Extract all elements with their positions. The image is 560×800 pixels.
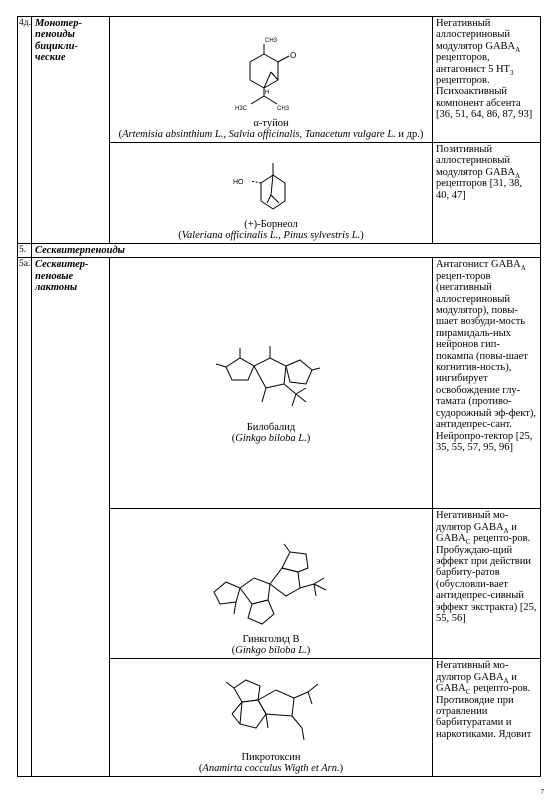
compound-source: (Anamirta cocculus Wigth et Arn.) — [198, 763, 344, 775]
compound-name: Пикротоксин — [241, 752, 301, 764]
effect-cell: Негативный мо-дулятор $GABA_A$ и $GABA_C$ рецепто-ров. Пробуждаю-щий эффект при действии барбиту-ратов (обусловли-вает антидепрес-сивный эффект экстракта) [25, 55, 56] — [433, 509, 541, 659]
compound-source: (Ginkgo biloba L.) — [231, 645, 311, 657]
compounds-table — [17, 16, 541, 777]
row-number: 5. — [18, 244, 32, 258]
page-marker: 7 — [540, 788, 544, 796]
effect-cell: Позитивный аллостериновый модулятор $GABA_A$ рецепторов [31, 38, 40, 47] — [433, 143, 541, 244]
class-label: Монотер-пеноиды бицикли-ческие — [32, 17, 110, 244]
bilobalide-structure — [196, 322, 346, 422]
picrotoxin-structure — [206, 670, 336, 752]
compound-name: Билобалид — [246, 422, 296, 434]
structure-cell — [110, 143, 433, 244]
atom-ch3-right: CH3 — [277, 106, 290, 112]
atom-ch3-top: CH3 — [265, 38, 278, 44]
compound-source: (Ginkgo biloba L.) — [231, 433, 311, 445]
class-label: Сесквитер-пеновые лактоны — [32, 258, 110, 777]
row-number: 4д. — [18, 17, 32, 244]
structure-cell — [110, 509, 433, 659]
compound-source: (Artemisia absinthium L., Salvia officinalis, Tanacetum vulgare L. и др.) — [118, 129, 424, 140]
effect-cell: Антагонист $GABA_A$ рецеп-торов (негативный аллостериновый модулятор), повы-шает возбуди-мость пирамидаль-ных нейронов гип-покампа (повы-шает когнитив-ность), ингибирует освобождение глу-тамата (противо-судорожный эф-фект), антидепрес-сант. Нейропро-тектор [25, 35, 55, 57, 95, 96] — [433, 258, 541, 509]
compound-name: (+)-Борнеол — [244, 219, 298, 230]
thujone-structure — [211, 34, 331, 118]
effect-cell: Негативный мо-дулятор $GABA_A$ и $GABA_C$ рецепто-ров. Противоядие при отравлении барбитуратами и наркотиками. Ядовит — [433, 659, 541, 777]
structure-cell — [110, 258, 433, 509]
row-5a-bilobalide — [18, 258, 541, 509]
atom-h3c: H3C — [235, 106, 248, 112]
structure-cell — [110, 659, 433, 777]
compound-name: Гинкголид B — [242, 634, 300, 646]
atom-o: O — [290, 51, 297, 60]
row-number: 5а. — [18, 258, 32, 777]
compound-name: α-туйон — [253, 118, 289, 129]
ginkgolide-b-structure — [196, 534, 346, 634]
effect-cell: Негативный аллостериновый модулятор $GABA_A$ рецепторов, антагонист 5 $HT_3$ рецепторов. Психоактивный компонент абсента [36, 51, 64, 86, 87, 93] — [433, 17, 541, 143]
atom-h: H — [265, 90, 270, 96]
row-4d-thujone — [18, 17, 541, 143]
structure-cell — [110, 17, 433, 143]
section-title: Сесквитерпеноиды — [32, 244, 541, 258]
atom-ho: HO — [233, 179, 244, 186]
compound-source: (Valeriana officinalis L., Pinus sylvestris L.) — [178, 230, 364, 241]
row-5-section — [18, 244, 541, 258]
borneol-structure — [221, 157, 321, 219]
